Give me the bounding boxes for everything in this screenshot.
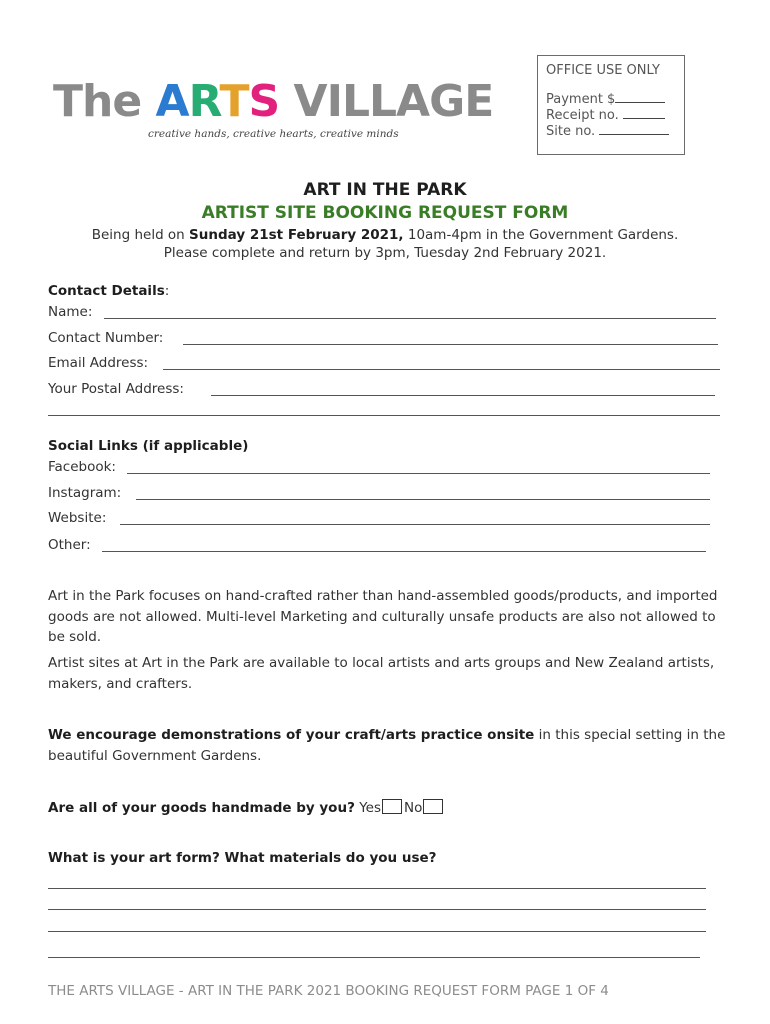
logo-letter-r: R	[188, 76, 220, 127]
postal-address-field[interactable]	[211, 395, 715, 396]
yes-label: Yes	[359, 800, 381, 816]
other-label: Other:	[48, 537, 91, 553]
contact-number-field[interactable]	[183, 344, 718, 345]
logo-the: The	[53, 76, 142, 127]
demonstration-paragraph	[48, 725, 728, 766]
email-field[interactable]	[163, 369, 720, 370]
name-label: Name:	[48, 304, 93, 320]
page-title: ART IN THE PARK	[303, 180, 467, 200]
payment-label: Payment $	[546, 92, 616, 107]
no-checkbox[interactable]	[423, 799, 443, 814]
handmade-question-row	[48, 799, 445, 816]
policy-paragraph: Art in the Park focuses on hand-crafted rather than hand-assembled goods/products, and imported goods are not allowed. Multi-level Marketing and culturally unsafe products are also not allowed to be sold.	[48, 588, 718, 645]
artform-answer-line-3[interactable]	[48, 931, 706, 932]
logo-letter-s: S	[248, 76, 280, 127]
eligibility-paragraph: Artist sites at Art in the Park are available to local artists and arts groups and New Zealand artists, makers, and crafters.	[48, 655, 715, 692]
postal-address-field-line2[interactable]	[48, 415, 720, 416]
site-label: Site no.	[546, 124, 596, 139]
event-date-line	[0, 227, 770, 243]
event-date: Sunday 21st February 2021,	[189, 227, 404, 243]
no-label: No	[404, 800, 423, 816]
website-label: Website:	[48, 510, 107, 526]
demonstration-rest: in this special setting in the beautiful Government Gardens.	[48, 727, 726, 764]
demonstration-bold: We encourage demonstrations of your craft/arts practice onsite	[48, 727, 535, 743]
handmade-question: Are all of your goods handmade by you?	[48, 800, 355, 816]
logo-wordmark	[53, 78, 523, 126]
social-heading: Social Links (if applicable)	[48, 438, 249, 454]
contact-heading-text: Contact Details	[48, 283, 165, 299]
logo-letter-a: A	[155, 76, 189, 127]
site-field[interactable]	[599, 124, 669, 135]
receipt-field[interactable]	[623, 108, 665, 119]
arts-village-logo	[53, 78, 523, 148]
artform-answer-line-1[interactable]	[48, 888, 706, 889]
artform-question: What is your art form? What materials do you use?	[48, 850, 437, 866]
instagram-label: Instagram:	[48, 485, 122, 501]
logo-letter-t: T	[219, 76, 249, 127]
website-field[interactable]	[120, 524, 710, 525]
payment-field[interactable]	[615, 92, 665, 103]
facebook-label: Facebook:	[48, 459, 116, 475]
event-date-prefix: Being held on	[91, 227, 190, 243]
name-field[interactable]	[104, 318, 716, 319]
instagram-field[interactable]	[136, 499, 710, 500]
contact-number-label: Contact Number:	[48, 330, 164, 346]
logo-arts	[156, 76, 280, 127]
contact-heading-colon: :	[164, 283, 170, 299]
other-field[interactable]	[102, 551, 706, 552]
office-use-box	[537, 55, 685, 155]
return-deadline: Please complete and return by 3pm, Tuesday 2nd February 2021.	[163, 245, 607, 261]
email-label: Email Address:	[48, 355, 149, 371]
yes-checkbox[interactable]	[382, 799, 402, 814]
postal-address-label: Your Postal Address:	[48, 381, 184, 397]
logo-village: VILLAGE	[293, 76, 494, 127]
logo-tagline: creative hands, creative hearts, creative minds	[148, 128, 399, 140]
contact-heading	[48, 283, 169, 299]
artform-answer-line-2[interactable]	[48, 909, 706, 910]
artform-answer-line-4[interactable]	[48, 957, 700, 958]
office-use-title: OFFICE USE ONLY	[546, 63, 660, 78]
form-subtitle: ARTIST SITE BOOKING REQUEST FORM	[201, 203, 569, 223]
event-date-suffix: 10am-4pm in the Government Gardens.	[403, 227, 679, 243]
page-footer: THE ARTS VILLAGE - ART IN THE PARK 2021 BOOKING REQUEST FORM PAGE 1 OF 4	[48, 983, 609, 999]
facebook-field[interactable]	[127, 473, 710, 474]
receipt-label: Receipt no.	[546, 108, 619, 123]
